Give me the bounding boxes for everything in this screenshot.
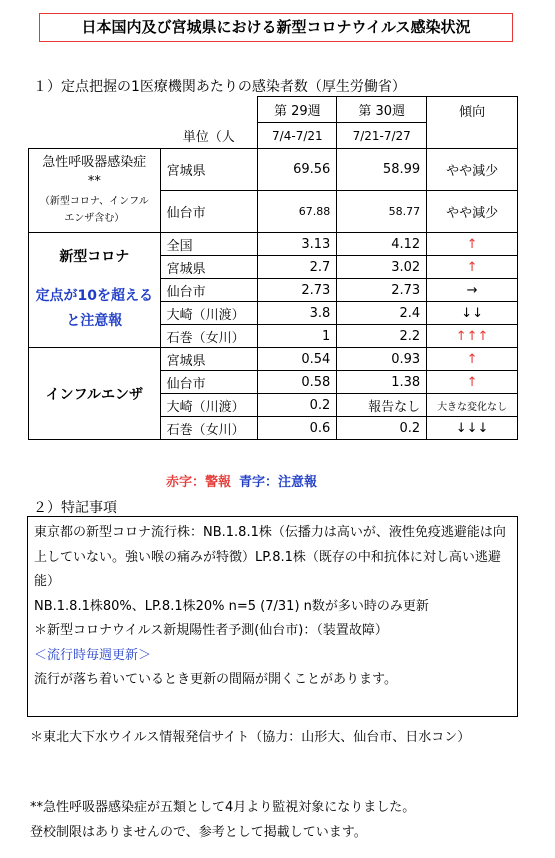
- unit-label: 単位（人: [182, 129, 235, 145]
- region-cell: 大崎（川渡）: [160, 302, 258, 325]
- region-cell: 仙台市: [160, 371, 258, 394]
- w30-cell: 58.77: [337, 191, 427, 233]
- header-date30: 7/21-7/27: [337, 123, 427, 149]
- trend-cell: ↓↓: [427, 302, 518, 325]
- trend-cell: やや減少: [427, 149, 518, 191]
- trend-cell: ↑: [427, 371, 518, 394]
- w29-cell: 0.6: [258, 417, 337, 440]
- group3-name: インフルエンザ: [29, 348, 161, 440]
- w29-cell: 0.54: [258, 348, 337, 371]
- legend-blue: 青字：注意報: [239, 475, 318, 490]
- w29-cell: 2.7: [258, 256, 337, 279]
- w30-cell: 2.4: [337, 302, 427, 325]
- region-cell: 石巻（女川）: [160, 417, 258, 440]
- header-week30: 第 30週: [337, 97, 427, 123]
- w29-cell: 0.2: [258, 394, 337, 417]
- region-cell: 宮城県: [160, 149, 258, 191]
- section2-title: ２）特記事項: [33, 500, 117, 516]
- group1-mark: **: [87, 174, 101, 189]
- note-link[interactable]: ＜流行時毎週更新＞: [34, 647, 152, 663]
- sewage-link[interactable]: ＊東北大下水ウイルス情報発信サイト（協力：山形大、仙台市、日水コン）: [30, 730, 471, 745]
- w29-cell: 1: [258, 325, 337, 348]
- notes-box: [27, 516, 518, 717]
- trend-cell: ↑: [427, 233, 518, 256]
- header-trend: 傾向: [427, 97, 518, 149]
- trend-cell: 大きな変化なし: [427, 394, 518, 417]
- header-week29: 第 29週: [258, 97, 337, 123]
- trend-cell: ↑: [427, 256, 518, 279]
- trend-cell: ↑: [427, 348, 518, 371]
- region-cell: 全国: [160, 233, 258, 256]
- w30-cell: 0.2: [337, 417, 427, 440]
- trend-cell: やや減少: [427, 191, 518, 233]
- legend-red: 赤字：警報: [166, 475, 232, 490]
- w30-cell: 2.2: [337, 325, 427, 348]
- group-acute-respiratory: [29, 149, 161, 233]
- group1-name: 急性呼吸器感染症: [42, 155, 147, 170]
- footer-note-1: **急性呼吸器感染症が五類として4月より監視対象になりました。: [30, 800, 416, 815]
- region-cell: 仙台市: [160, 191, 258, 233]
- w30-cell: 報告なし: [337, 394, 427, 417]
- note-line: 流行が落ち着いているとき更新の間隔が開くことがあります。: [34, 672, 397, 687]
- region-cell: 宮城県: [160, 348, 258, 371]
- region-cell: 宮城県: [160, 256, 258, 279]
- trend-cell: →: [427, 279, 518, 302]
- w30-cell: 3.02: [337, 256, 427, 279]
- page-title: 日本国内及び宮城県における新型コロナウイルス感染状況: [39, 13, 513, 42]
- group-covid: [29, 233, 161, 348]
- header-date29: 7/4-7/21: [258, 123, 337, 149]
- w29-cell: 0.58: [258, 371, 337, 394]
- w29-cell: 2.73: [258, 279, 337, 302]
- infection-table: [28, 96, 518, 440]
- w30-cell: 1.38: [337, 371, 427, 394]
- note-line: 東京都の新型コロナ流行株：NB.1.8.1株（伝播力は高いが、液性免疫逃避能は向上していない。強い喉の痛みが特徴）LP.8.1株（既存の中和抗体に対し高い逃避能）: [34, 525, 506, 589]
- region-cell: 仙台市: [160, 279, 258, 302]
- group1-note: （新型コロナ、インフルエンザ含む）: [39, 196, 149, 224]
- note-line: NB.1.8.1株80%、LP.8.1株20% n=5 (7/31) n数が多い時のみ更新: [34, 598, 429, 614]
- trend-cell: ↑↑↑: [427, 325, 518, 348]
- w29-cell: 69.56: [258, 149, 337, 191]
- section1-title: １）定点把握の1医療機関あたりの感染者数（厚生労働省）: [33, 79, 406, 95]
- group2-name: 新型コロナ: [59, 249, 130, 265]
- w29-cell: 3.8: [258, 302, 337, 325]
- w30-cell: 58.99: [337, 149, 427, 191]
- trend-cell: ↓↓↓: [427, 417, 518, 440]
- footer-note-2: 登校制限はありませんので、参考として掲載しています。: [30, 825, 367, 840]
- legend: [166, 471, 317, 490]
- w29-cell: 67.88: [258, 191, 337, 233]
- w30-cell: 2.73: [337, 279, 427, 302]
- region-cell: 石巻（女川）: [160, 325, 258, 348]
- w29-cell: 3.13: [258, 233, 337, 256]
- group2-note: 定点が10を超えると注意報: [35, 288, 154, 329]
- w30-cell: 4.12: [337, 233, 427, 256]
- w30-cell: 0.93: [337, 348, 427, 371]
- region-cell: 大崎（川渡）: [160, 394, 258, 417]
- note-line: ＊新型コロナウイルス新規陽性者予測(仙台市)：（装置故障）: [34, 623, 388, 638]
